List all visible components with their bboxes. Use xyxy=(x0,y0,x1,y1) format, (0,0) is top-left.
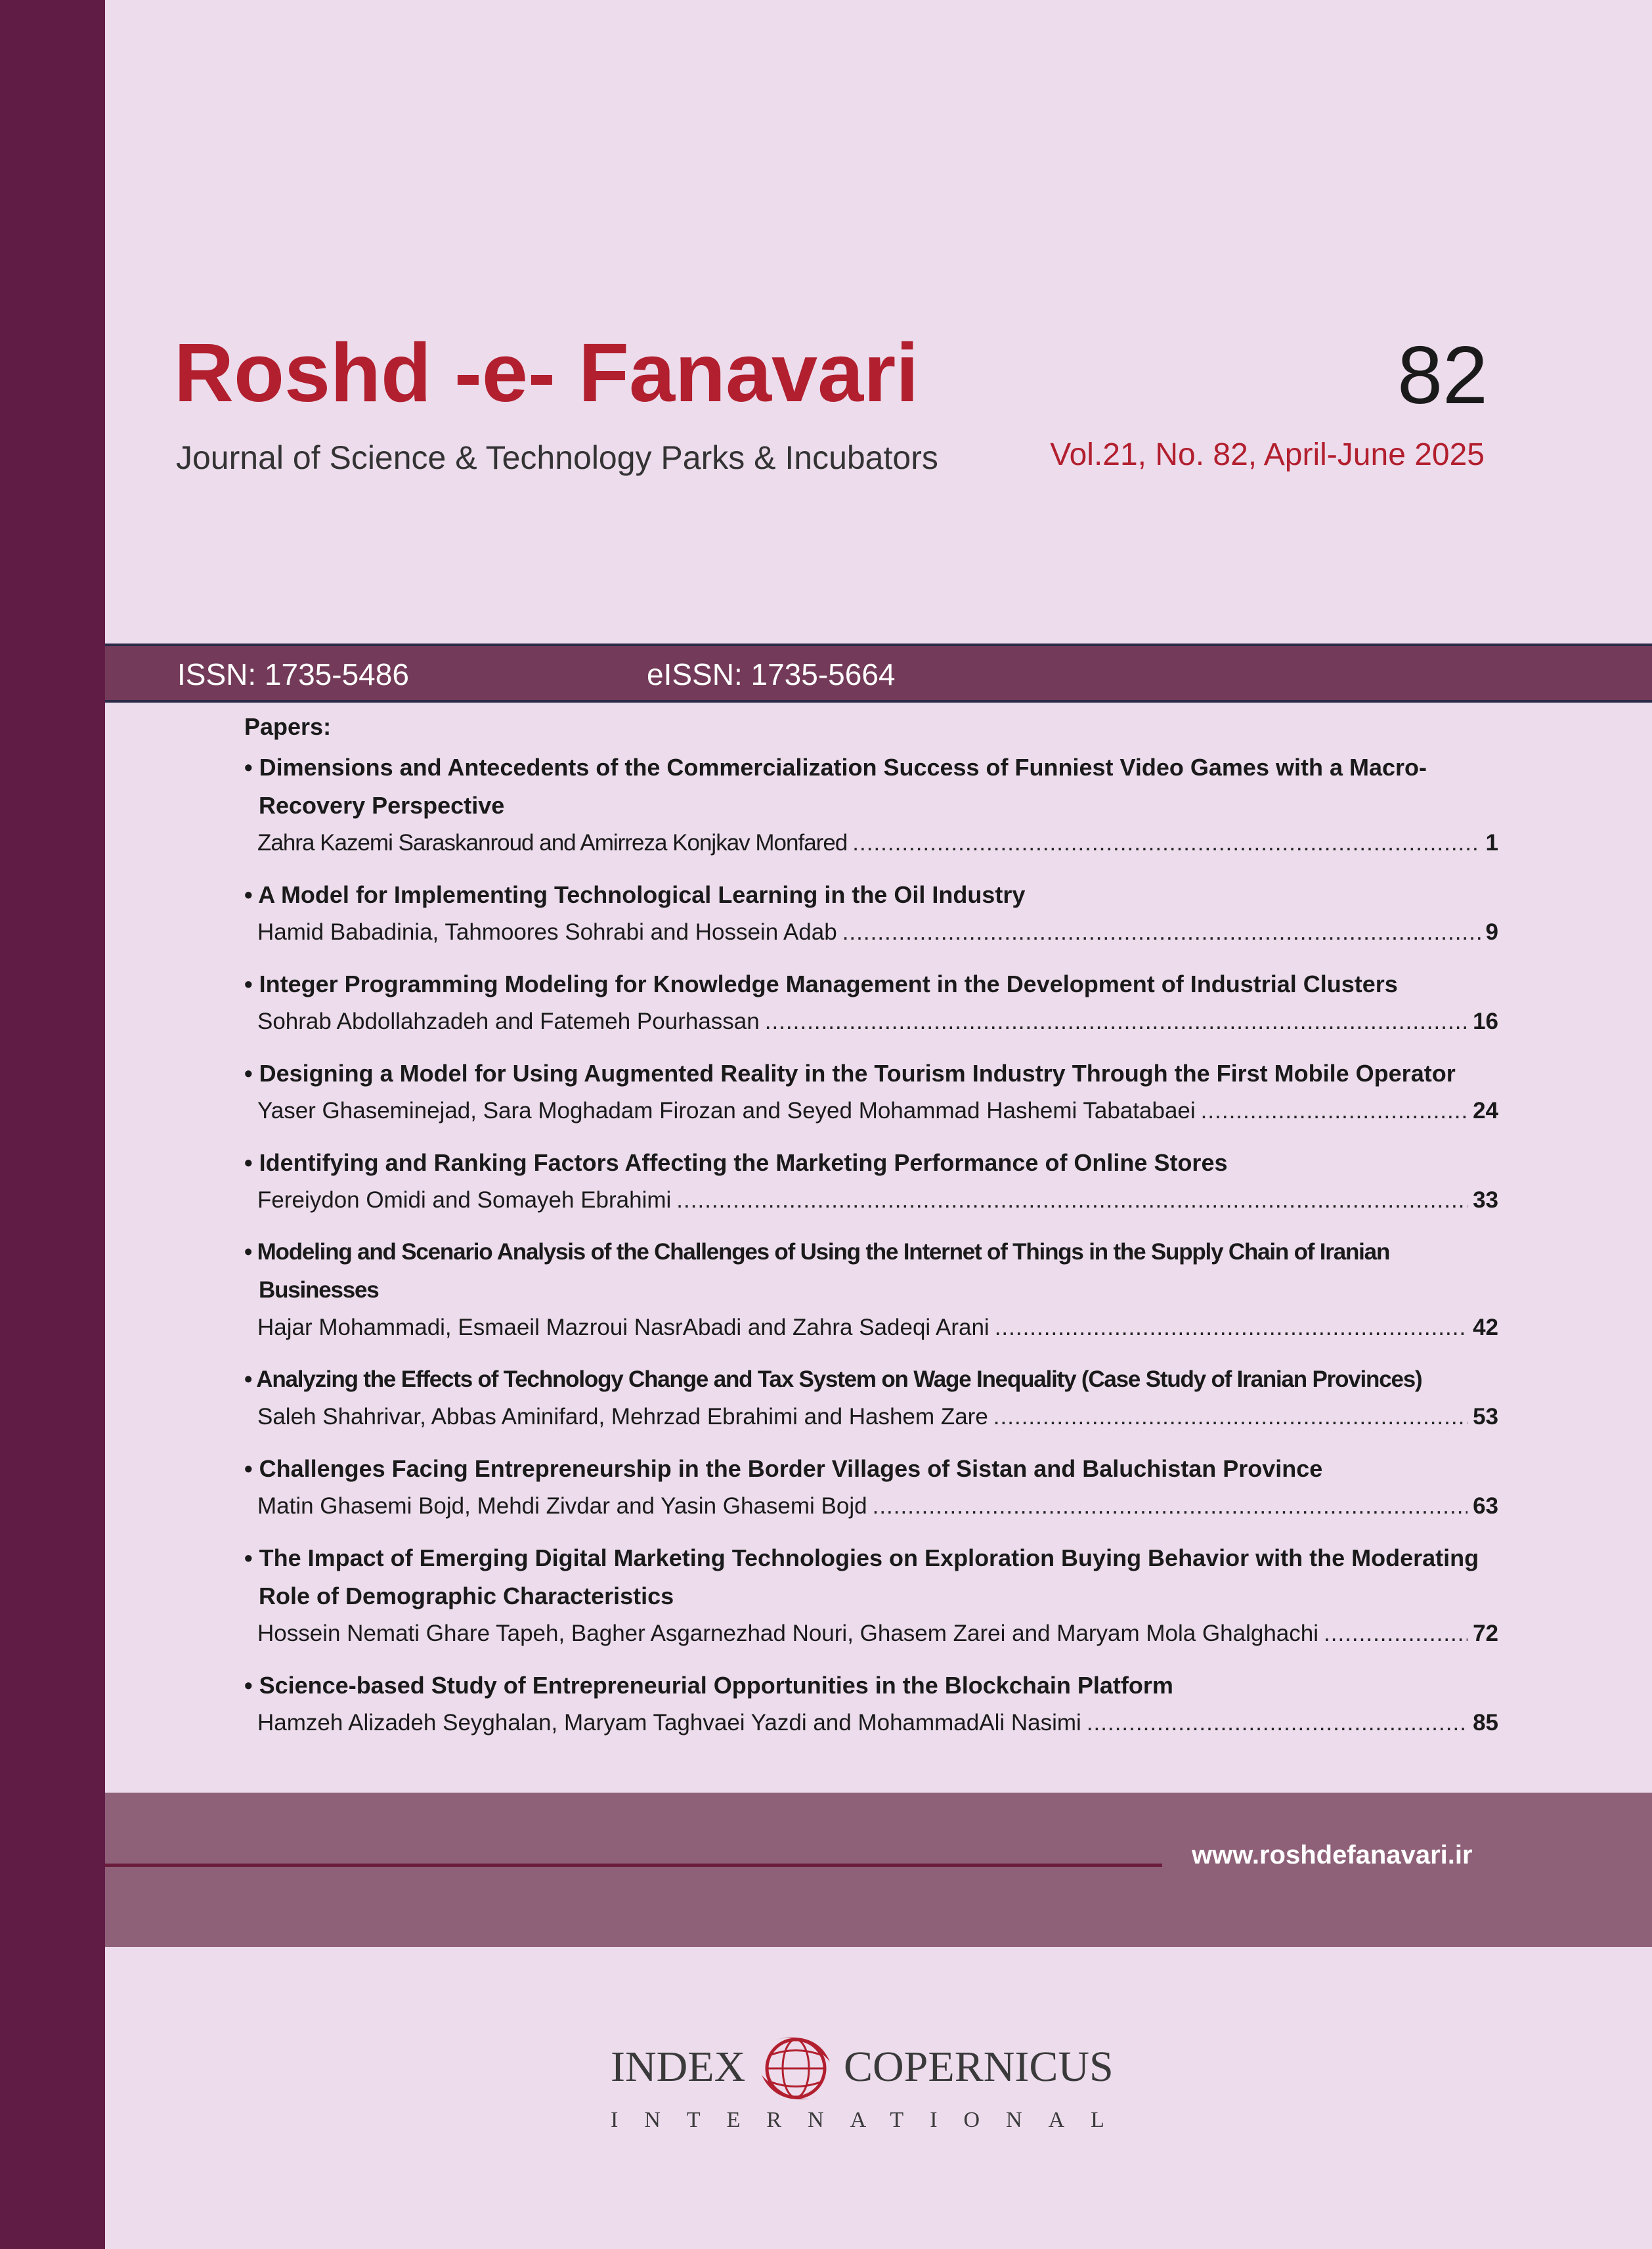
logo-subtitle: INTERNATIONAL xyxy=(611,2108,1131,2132)
paper-page-number: 53 xyxy=(1473,1404,1498,1430)
paper-title: • Identifying and Ranking Factors Affecting the Marketing Performance of Online Stores xyxy=(244,1144,1498,1182)
paper-title: • Analyzing the Effects of Technology Change and Tax System on Wage Inequality (Case Study of Iranian Provinces) xyxy=(244,1361,1498,1399)
paper-byline xyxy=(244,1003,1498,1040)
paper-entry xyxy=(244,965,1498,1040)
paper-entry xyxy=(244,1055,1498,1129)
paper-entry xyxy=(244,749,1498,862)
paper-entry xyxy=(244,876,1498,951)
journal-subtitle: Journal of Science & Technology Parks & Incubators xyxy=(176,439,938,476)
paper-authors: Hossein Nemati Ghare Tapeh, Bagher Asgarnezhad Nouri, Ghasem Zarei and Maryam Mola Ghalghachi xyxy=(257,1621,1319,1646)
paper-byline xyxy=(244,1399,1498,1435)
paper-page-number: 1 xyxy=(1485,830,1498,856)
paper-byline xyxy=(244,914,1498,951)
paper-title: • A Model for Implementing Technological Learning in the Oil Industry xyxy=(244,876,1498,914)
paper-entry xyxy=(244,1667,1498,1741)
journal-title: Roshd -e- Fanavari xyxy=(174,326,919,419)
paper-title: • Designing a Model for Using Augmented Reality in the Tourism Industry Through the First Mobile Operator xyxy=(244,1055,1498,1093)
globe-swirl-icon xyxy=(756,2029,835,2108)
paper-authors: Hamzeh Alizadeh Seyghalan, Maryam Taghvaei Yazdi and MohammadAli Nasimi xyxy=(257,1710,1081,1736)
paper-entry xyxy=(244,1361,1498,1435)
paper-page-number: 9 xyxy=(1485,919,1498,945)
paper-byline xyxy=(244,1093,1498,1129)
paper-entry xyxy=(244,1233,1498,1346)
paper-authors: Sohrab Abdollahzadeh and Fatemeh Pourhassan xyxy=(257,1009,760,1034)
dot-leader xyxy=(873,1488,1467,1525)
paper-title: • Dimensions and Antecedents of the Commercialization Success of Funniest Video Games with a Macro-Recovery Perspective xyxy=(244,749,1498,825)
logo-word-index: INDEX xyxy=(611,2043,746,2091)
paper-authors: Matin Ghasemi Bojd, Mehdi Zivdar and Yasin Ghasemi Bojd xyxy=(257,1493,867,1519)
paper-byline xyxy=(244,1615,1498,1652)
paper-items xyxy=(244,749,1498,1741)
paper-title: • Modeling and Scenario Analysis of the Challenges of Using the Internet of Things in the Supply Chain of Iranian Businesses xyxy=(244,1233,1498,1309)
dot-leader xyxy=(1324,1615,1467,1652)
paper-byline xyxy=(244,1182,1498,1219)
issn-label: ISSN: 1735-5486 xyxy=(177,657,409,691)
paper-page-number: 63 xyxy=(1473,1493,1498,1519)
paper-byline xyxy=(244,1309,1498,1346)
paper-byline xyxy=(244,1705,1498,1741)
paper-page-number: 33 xyxy=(1473,1187,1498,1213)
dot-leader xyxy=(676,1182,1467,1219)
paper-page-number: 16 xyxy=(1473,1009,1498,1034)
paper-page-number: 24 xyxy=(1473,1098,1498,1124)
paper-title: • The Impact of Emerging Digital Marketing Technologies on Exploration Buying Behavior with the Moderating Role of Demographic Characteristics xyxy=(244,1539,1498,1615)
paper-authors: Hajar Mohammadi, Esmaeil Mazroui NasrAbadi and Zahra Sadeqi Arani xyxy=(257,1315,989,1340)
paper-entry xyxy=(244,1450,1498,1525)
paper-byline xyxy=(244,1488,1498,1525)
dot-leader xyxy=(842,914,1481,951)
paper-page-number: 72 xyxy=(1473,1621,1498,1646)
footer-rule xyxy=(105,1864,1162,1867)
cover-spine xyxy=(0,0,105,2249)
papers-heading: Papers: xyxy=(244,713,332,740)
dot-leader xyxy=(852,825,1480,862)
papers-list xyxy=(244,713,1498,1756)
paper-authors: Saleh Shahrivar, Abbas Aminifard, Mehrzad Ebrahimi and Hashem Zare xyxy=(257,1404,988,1430)
index-copernicus-logo xyxy=(611,2029,1131,2134)
dot-leader xyxy=(993,1399,1467,1435)
issue-info: Vol.21, No. 82, April-June 2025 xyxy=(1050,437,1485,472)
website-link[interactable]: www.roshdefanavari.ir xyxy=(1192,1841,1473,1869)
paper-title: • Integer Programming Modeling for Knowledge Management in the Development of Industrial Clusters xyxy=(244,965,1498,1003)
paper-entry xyxy=(244,1144,1498,1219)
paper-byline xyxy=(244,825,1498,862)
issue-number: 82 xyxy=(1397,330,1488,421)
eissn-label: eISSN: 1735-5664 xyxy=(647,657,896,691)
paper-title: • Science-based Study of Entrepreneurial Opportunities in the Blockchain Platform xyxy=(244,1667,1498,1705)
paper-page-number: 42 xyxy=(1473,1315,1498,1340)
paper-authors: Yaser Ghaseminejad, Sara Moghadam Firozan and Seyed Mohammad Hashemi Tabatabaei xyxy=(257,1098,1196,1124)
dot-leader xyxy=(1087,1705,1467,1741)
paper-entry xyxy=(244,1539,1498,1652)
dot-leader xyxy=(765,1003,1467,1040)
dot-leader xyxy=(1201,1093,1467,1129)
dot-leader xyxy=(995,1309,1467,1346)
paper-page-number: 85 xyxy=(1473,1710,1498,1736)
paper-authors: Fereiydon Omidi and Somayeh Ebrahimi xyxy=(257,1187,672,1213)
paper-title: • Challenges Facing Entrepreneurship in the Border Villages of Sistan and Baluchistan Province xyxy=(244,1450,1498,1488)
paper-authors: Zahra Kazemi Saraskanroud and Amirreza Konjkav Monfared xyxy=(257,830,848,856)
logo-word-copernicus: COPERNICUS xyxy=(844,2043,1114,2091)
paper-authors: Hamid Babadinia, Tahmoores Sohrabi and Hossein Adab xyxy=(257,919,837,945)
